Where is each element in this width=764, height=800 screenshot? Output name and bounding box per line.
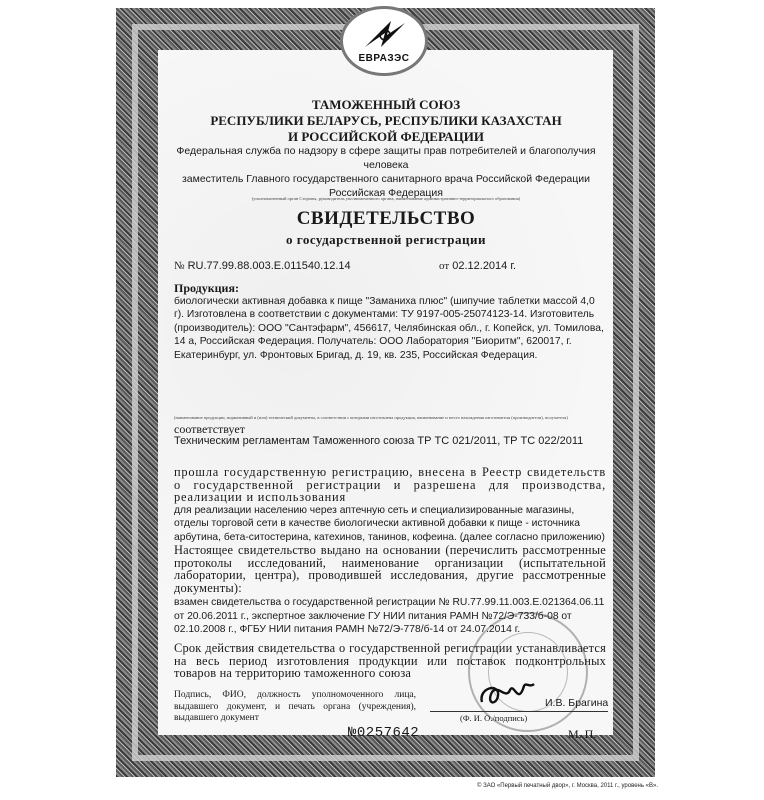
signature-label: Подпись, ФИО, должность уполномоченного лица, выдавшего документ, и печать органа (учреждения), выдавшего документ	[174, 690, 416, 723]
usage-text: для реализации населению через аптечную сеть и специализированные магазины, отделы торговой сети в качестве биологически активной добавки к пище - источника арбутина, бета-ситостерина, катехинов, танинов, кофеина. (далее согласно приложению)	[174, 504, 605, 543]
validity-text: Срок действия свидетельства о государственной регистрации устанавливается на весь период изготовления продукции или поставок подконтрольных товаров на территорию таможенного союза	[174, 641, 606, 681]
eurasec-logo	[340, 6, 428, 76]
printer-footer: © ЗАО «Первый печатный двор», г. Москва, 2011 г., уровень «В».	[477, 783, 658, 789]
authority-block	[160, 144, 612, 200]
signatory-name: И.В. Брагина	[545, 697, 609, 709]
date-label: от	[439, 260, 450, 272]
registration-statement: прошла государственную регистрацию, внесена в Реестр свидетельств о государственной регистрации и разрешена для производства, реализации и использования	[174, 465, 606, 505]
signature-icon	[476, 678, 536, 712]
product-description: биологически активная добавка к пище "Заманиха плюс" (шипучие таблетки массой 4,0 г). Изготовлена в соответствии с документами: ТУ 9197-005-25074123-14. Изготовитель (производитель): ООО "Сантэфарм", 456617, Челябинская обл., г. Копейск, ул. Томилова, 14 а, Российская Федерация. Получатель: ООО Лаборатория "Биоритм", 620017, г. Екатеринбург, ул. Фронтовых Бригад, д. 19, кв. 235, Российская Федерация.	[174, 296, 604, 361]
conformity-label: соответствует	[174, 422, 245, 437]
document-title: СВИДЕТЕЛЬСТВО	[296, 208, 476, 229]
eurasec-emblem-icon	[361, 17, 409, 51]
authority-caption: (уполномоченный орган Стороны, руководитель уполномоченного органа, наименование административно-территориального образования)	[251, 196, 521, 201]
conformity-text: Техническим регламентам Таможенного союза ТР ТС 021/2011, ТР ТС 022/2011	[174, 435, 584, 448]
seal-label: М. П.	[568, 727, 597, 741]
number-label: №	[174, 260, 185, 272]
certificate-content	[174, 281, 606, 680]
date-value: 02.12.2014 г.	[452, 260, 517, 272]
signature-caption: (Ф. И. О./подпись)	[460, 713, 528, 723]
basis-text: взамен свидетельства о государственной регистрации № RU.77.99.11.003.Е.021364.06.11 от 20.06.2011 г., экспертное заключение ГУ НИИ питания РАМН №72/Э-733/б-08 от 02.10.2008 г., ФГБУ НИИ питания РАМН №72/Э-778/б-14 от 24.07.2014 г.	[174, 597, 605, 635]
authority-line: заместитель Главного государственного санитарного врача Российской Федерации	[181, 173, 591, 185]
registration-number: RU.77.99.88.003.E.011540.12.14	[187, 260, 351, 272]
logo-text: ЕВРАЗЭС	[358, 53, 410, 64]
union-heading	[160, 97, 612, 145]
basis-label: Настоящее свидетельство выдано на основании (перечислить рассмотренные протоколы исследований, наименование организации (испытательной лаборатории, центра), проводившей исследования, другие рассмотренные документы):	[174, 543, 606, 595]
union-line: РЕСПУБЛИКИ БЕЛАРУСЬ, РЕСПУБЛИКИ КАЗАХСТАН	[210, 113, 562, 128]
product-label: Продукция:	[174, 281, 239, 295]
authority-line: Российская Федерация	[329, 187, 443, 199]
registration-line	[174, 260, 606, 272]
union-line: И РОССИЙСКОЙ ФЕДЕРАЦИИ	[288, 129, 484, 144]
document-subtitle: о государственной регистрации	[286, 232, 486, 247]
authority-line: Федеральная служба по надзору в сфере защиты прав потребителей и благополучия человека	[176, 145, 596, 171]
form-number: №0257642	[348, 725, 420, 741]
signature-line	[430, 711, 608, 712]
registration-date	[439, 260, 516, 272]
product-caption: (наименование продукции, нормативный и (или) технический документы, в соответствии с которыми изготовлена продукция, наименование и место нахождения изготовителя (производителя), получателя)	[174, 415, 568, 421]
union-line: ТАМОЖЕННЫЙ СОЮЗ	[311, 97, 461, 112]
